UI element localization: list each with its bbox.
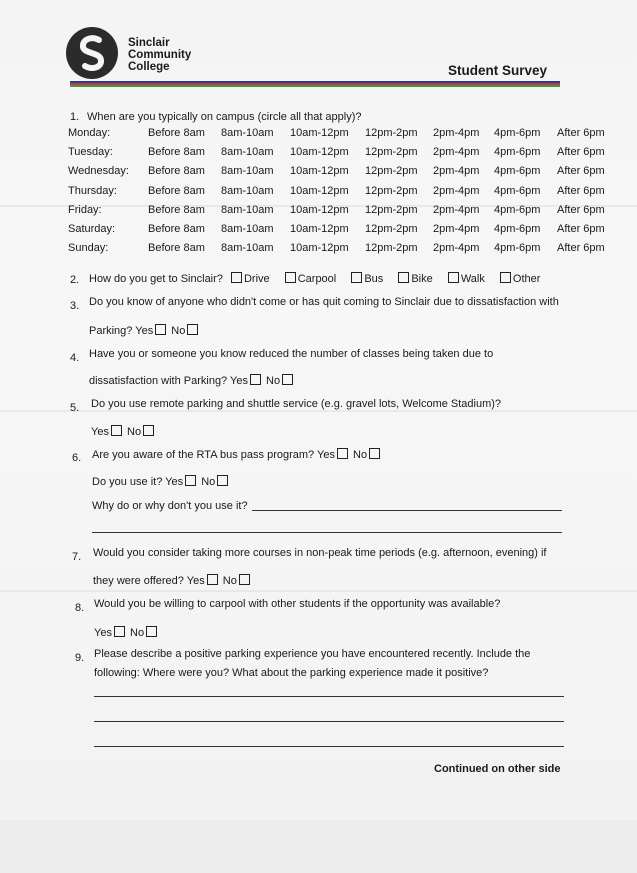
option-bike: Bike <box>411 273 433 285</box>
time-slot-option[interactable]: After 6pm <box>557 146 605 159</box>
question-number: 5. <box>70 402 80 414</box>
continued-note: Continued on other side <box>434 763 561 775</box>
header-rule-green <box>70 85 560 87</box>
question-number: 4. <box>70 352 80 364</box>
time-slot-option[interactable]: 12pm-2pm <box>365 127 418 139</box>
yes-label: dissatisfaction with Parking? Yes <box>89 375 248 387</box>
time-slot-option[interactable]: 10am-12pm <box>290 146 349 159</box>
time-slot-option[interactable]: 10am-12pm <box>290 223 349 235</box>
option-carpool: Carpool <box>297 273 337 285</box>
question-4-text: Have you or someone you know reduced the number of classes being taken due to <box>89 348 494 360</box>
carpool-checkbox[interactable] <box>285 272 296 283</box>
page-title: Student Survey <box>448 63 548 78</box>
no-label: No <box>266 375 281 387</box>
question-number: 6. <box>72 452 82 464</box>
question-8-answer-row <box>94 626 159 639</box>
time-slot-option[interactable]: Before 8am <box>148 146 205 159</box>
time-slot-option[interactable]: After 6pm <box>557 127 605 139</box>
day-label: Sunday: <box>68 242 109 255</box>
time-slot-option[interactable]: 8am-10am <box>221 223 274 235</box>
bike-checkbox[interactable] <box>398 272 409 283</box>
time-slot-option[interactable]: 12pm-2pm <box>365 223 418 235</box>
scan-margin <box>0 820 637 873</box>
time-slot-option[interactable]: After 6pm <box>557 165 605 178</box>
option-drive: Drive <box>243 273 270 285</box>
walk-checkbox[interactable] <box>448 272 459 283</box>
logo-line-2: Community <box>128 49 192 61</box>
no-label: No <box>353 449 368 461</box>
time-slot-option[interactable]: After 6pm <box>557 223 605 235</box>
time-slot-option[interactable]: 8am-10am <box>221 242 274 255</box>
day-label: Saturday: <box>68 223 116 235</box>
time-slot-option[interactable]: Before 8am <box>148 242 205 255</box>
day-label: Monday: <box>68 127 111 139</box>
option-walk: Walk <box>460 273 485 285</box>
sinclair-logo-icon <box>66 27 118 79</box>
time-slot-option[interactable]: 4pm-6pm <box>494 242 541 255</box>
question-9-text-1: Please describe a positive parking experience you have encountered recently. Include the <box>94 648 531 660</box>
question-1-text: When are you typically on campus (circle all that apply)? <box>87 111 362 123</box>
time-slot-option[interactable]: 8am-10am <box>221 165 274 178</box>
question-5-text: Do you use remote parking and shuttle service (e.g. gravel lots, Welcome Stadium)? <box>91 398 502 410</box>
question-number: 3. <box>70 300 80 312</box>
fold-line <box>0 590 637 592</box>
time-slot-option[interactable]: 8am-10am <box>221 127 274 139</box>
time-slot-option[interactable]: 2pm-4pm <box>433 146 480 159</box>
answer-line[interactable] <box>94 721 564 722</box>
bus-checkbox[interactable] <box>351 272 362 283</box>
question-2-row <box>89 272 540 285</box>
answer-line[interactable] <box>92 532 562 533</box>
no-label: No <box>222 575 237 587</box>
question-7-text: Would you consider taking more courses in non-peak time periods (e.g. afternoon, evening) if <box>93 547 547 559</box>
time-slot-option[interactable]: 10am-12pm <box>290 127 349 139</box>
time-slot-option[interactable]: 10am-12pm <box>290 242 349 255</box>
fold-line <box>0 410 637 412</box>
yes-checkbox[interactable] <box>155 324 166 335</box>
logo-line-1: Sinclair <box>128 37 170 49</box>
yes-checkbox[interactable] <box>111 425 122 436</box>
time-slot-option[interactable]: Before 8am <box>148 127 205 139</box>
time-slot-option[interactable]: After 6pm <box>557 203 605 216</box>
yes-checkbox[interactable] <box>185 475 196 486</box>
time-slot-option[interactable]: 12pm-2pm <box>365 242 418 255</box>
other-checkbox[interactable] <box>500 272 511 283</box>
question-6-text: Are you aware of the RTA bus pass program? Yes <box>92 449 335 461</box>
yes-checkbox[interactable] <box>207 574 218 585</box>
question-number: 1. <box>70 111 80 123</box>
no-checkbox[interactable] <box>239 574 250 585</box>
option-bus: Bus <box>364 273 384 285</box>
question-number: 7. <box>72 551 82 563</box>
question-3-answer-row <box>89 324 200 337</box>
day-label: Thursday: <box>68 184 117 197</box>
question-6-row-2 <box>92 475 230 488</box>
no-label: No <box>130 627 145 639</box>
time-slot-option[interactable]: 4pm-6pm <box>494 146 541 159</box>
question-6-why-text: Why do or why don't you use it? <box>92 500 248 512</box>
yes-label: Yes <box>94 627 112 639</box>
no-checkbox[interactable] <box>369 448 380 459</box>
no-checkbox[interactable] <box>146 626 157 637</box>
time-slot-option[interactable]: 4pm-6pm <box>494 223 541 235</box>
question-number: 8. <box>75 602 85 614</box>
time-slot-option[interactable]: 8am-10am <box>221 203 274 216</box>
time-slot-option[interactable]: 2pm-4pm <box>433 223 480 235</box>
time-slot-option[interactable]: 12pm-2pm <box>365 146 418 159</box>
day-label: Tuesday: <box>68 146 113 159</box>
question-number: 9. <box>75 652 85 664</box>
time-slot-option[interactable]: 12pm-2pm <box>365 184 418 197</box>
time-slot-option[interactable]: 2pm-4pm <box>433 184 480 197</box>
question-number: 2. <box>70 274 80 286</box>
time-slot-option[interactable]: 12pm-2pm <box>365 165 418 178</box>
no-label: No <box>201 476 216 488</box>
time-slot-option[interactable]: 4pm-6pm <box>494 127 541 139</box>
time-slot-option[interactable]: 2pm-4pm <box>433 127 480 139</box>
no-checkbox[interactable] <box>282 374 293 385</box>
question-6-row-1 <box>92 448 382 461</box>
time-slot-option[interactable]: 12pm-2pm <box>365 203 418 216</box>
time-slot-option[interactable]: Before 8am <box>148 223 205 235</box>
answer-line[interactable] <box>94 696 564 697</box>
day-label: Wednesday: <box>68 165 129 178</box>
time-slot-option[interactable]: 2pm-4pm <box>433 203 480 216</box>
question-9-text-2: following: Where were you? What about the parking experience made it positive? <box>94 667 489 679</box>
answer-line[interactable] <box>252 510 562 511</box>
question-4-answer-row <box>89 374 295 387</box>
yes-label: they were offered? Yes <box>93 575 205 587</box>
time-slot-option[interactable]: 2pm-4pm <box>433 242 480 255</box>
time-slot-option[interactable]: 8am-10am <box>221 184 274 197</box>
time-slot-option[interactable]: Before 8am <box>148 184 205 197</box>
no-checkbox[interactable] <box>143 425 154 436</box>
time-slot-option[interactable]: 4pm-6pm <box>494 184 541 197</box>
question-5-answer-row <box>91 425 156 438</box>
no-label: No <box>127 426 142 438</box>
use-it-label: Do you use it? Yes <box>92 476 184 488</box>
logo-line-3: College <box>128 61 170 73</box>
question-2-text: How do you get to Sinclair? <box>89 273 223 285</box>
question-3-text: Do you know of anyone who didn't come or has quit coming to Sinclair due to dissatisfaction with <box>89 296 559 308</box>
yes-label: Parking? Yes <box>89 325 154 337</box>
option-other: Other <box>512 273 541 285</box>
time-slot-option[interactable]: 4pm-6pm <box>494 203 541 216</box>
yes-checkbox[interactable] <box>250 374 261 385</box>
college-name <box>128 37 191 73</box>
yes-checkbox[interactable] <box>114 626 125 637</box>
time-slot-option[interactable]: 4pm-6pm <box>494 165 541 178</box>
time-slot-option[interactable]: 10am-12pm <box>290 203 349 216</box>
question-8-text: Would you be willing to carpool with other students if the opportunity was available? <box>94 598 501 610</box>
time-slot-option[interactable]: After 6pm <box>557 184 605 197</box>
time-slot-option[interactable]: 8am-10am <box>221 146 274 159</box>
yes-checkbox[interactable] <box>337 448 348 459</box>
answer-line[interactable] <box>94 746 564 747</box>
time-slot-option[interactable]: Before 8am <box>148 203 205 216</box>
yes-label: Yes <box>91 426 109 438</box>
time-slot-option[interactable]: 2pm-4pm <box>433 165 480 178</box>
no-label: No <box>171 325 186 337</box>
no-checkbox[interactable] <box>187 324 198 335</box>
drive-checkbox[interactable] <box>231 272 242 283</box>
no-checkbox[interactable] <box>217 475 228 486</box>
time-slot-option[interactable]: 10am-12pm <box>290 184 349 197</box>
time-slot-option[interactable]: 10am-12pm <box>290 165 349 178</box>
question-7-answer-row <box>93 574 252 587</box>
time-slot-option[interactable]: Before 8am <box>148 165 205 178</box>
day-label: Friday: <box>68 203 102 216</box>
time-slot-option[interactable]: After 6pm <box>557 242 605 255</box>
